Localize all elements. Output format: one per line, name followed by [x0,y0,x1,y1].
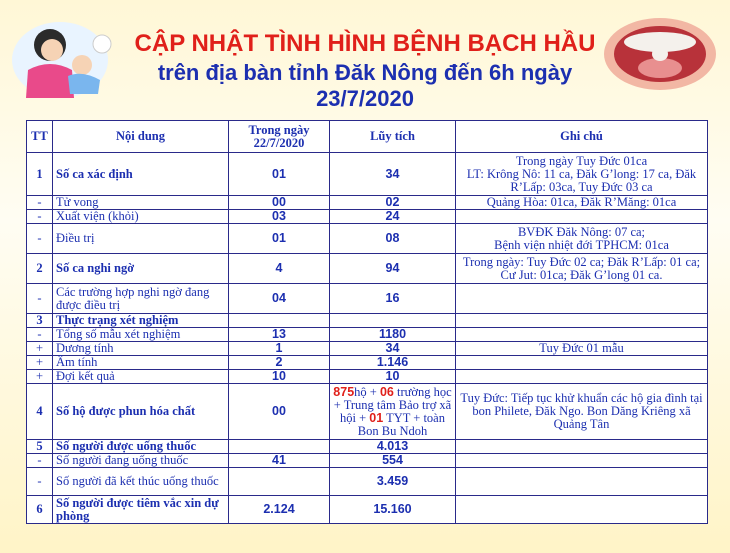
table-row: 5 Số người được uống thuốc 4.013 [27,440,708,454]
header [0,0,730,110]
page-subtitle: trên địa bàn tỉnh Đăk Nông đến 6h ngày 23/7/2020 [157,60,573,111]
header-cumulative: Lũy tích [330,121,456,153]
table-row: 1 Số ca xác định 01 34 Trong ngày Tuy Đức 01ca LT: Krông Nô: 11 ca, Đăk G’long: 17 ca, Đăk R’Lấp: 03ca, Tuy Đức 03 ca [27,153,708,196]
status-table [26,120,708,524]
header-content: Nội dung [53,121,229,153]
sick-child-illustration [10,10,120,100]
spray-cumulative: 875hộ + 06 trường học + Trung tâm Bảo trợ xã hội + 01 TYT + toàn Bon Bu Ndoh [330,384,456,440]
table-row: - Xuất viện (khỏi) 03 24 [27,210,708,224]
page-title: CẬP NHẬT TÌNH HÌNH BỆNH BẠCH HẦU [134,30,596,57]
table-row: 3 Thực trạng xét nghiệm [27,314,708,328]
table-row: - Các trường hợp nghi ngờ đang được điều trị 04 16 [27,284,708,314]
table-header-row [27,121,708,153]
table-row: - Số người đã kết thúc uống thuốc 3.459 [27,468,708,496]
table-row: + Đợi kết quả 10 10 [27,370,708,384]
header-tt: TT [27,121,53,153]
table-row: - Số người đang uống thuốc 41 554 [27,454,708,468]
header-note: Ghi chú [456,121,708,153]
table-row: + Âm tính 2 1.146 [27,356,708,370]
table-row: + Dương tính 1 34 Tuy Đức 01 mẫu [27,342,708,356]
table-row: - Tổng số mẫu xét nghiệm 13 1180 [27,328,708,342]
throat-illustration [600,14,720,94]
table-row: - Điều trị 01 08 BVĐK Đăk Nông: 07 ca; Bệnh viện nhiệt đới TPHCM: 01ca [27,224,708,254]
table-row: 6 Số người được tiêm vắc xin dự phòng 2.124 15.160 [27,496,708,524]
table-row: 2 Số ca nghi ngờ 4 94 Trong ngày: Tuy Đức 02 ca; Đăk R’Lấp: 01 ca; Cư Jut: 01ca; Đăk G’long 01 ca. [27,254,708,284]
header-today: Trong ngày 22/7/2020 [229,121,330,153]
table-row: 4 Số hộ được phun hóa chất 00 875hộ + 06 trường học + Trung tâm Bảo trợ xã hội + 01 TYT + toàn Bon Bu Ndoh Tuy Đức: Tiếp tục khử khuẩn các hộ gia đình tại bon Philete, Đăk Ngo. Bon Dăng Kriêng xã Quảng Tân [27,384,708,440]
table-row: - Tử vong 00 02 Quảng Hòa: 01ca, Đăk R’Măng: 01ca [27,196,708,210]
